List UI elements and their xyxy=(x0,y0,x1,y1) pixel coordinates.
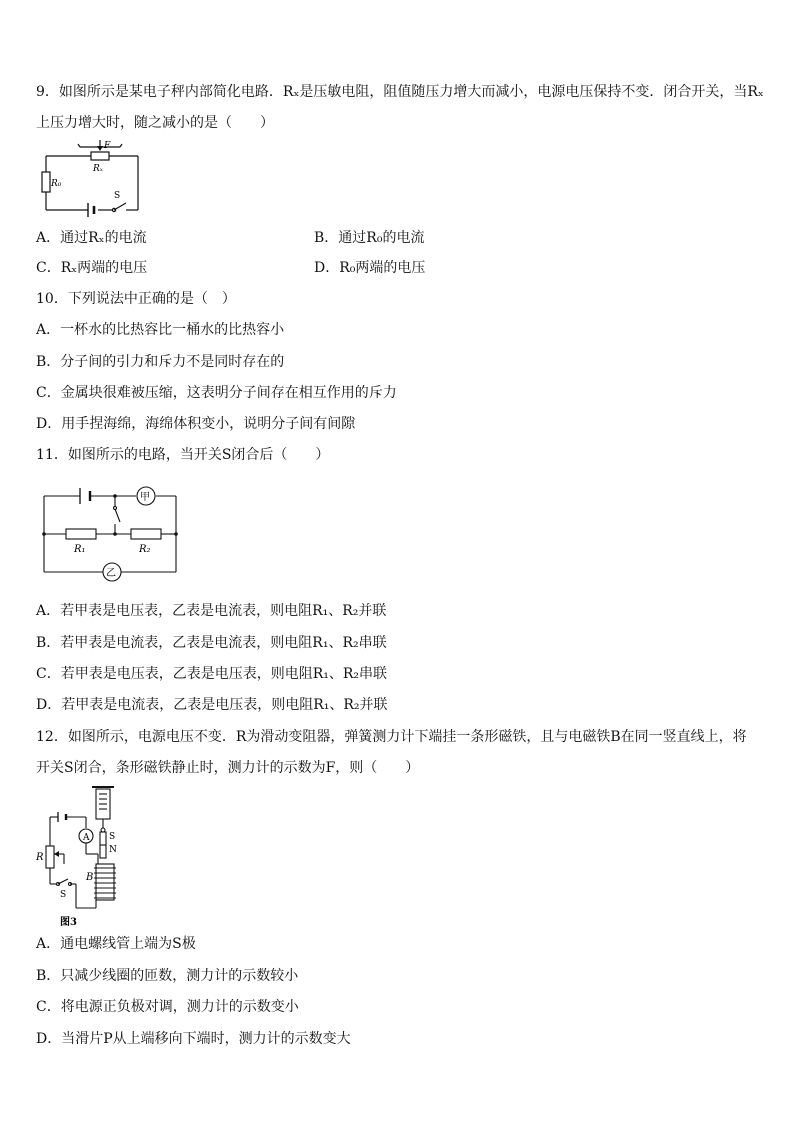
q9-circuit-diagram xyxy=(36,140,146,220)
q11-option-d: D．若甲表是电流表，乙表是电压表，则电阻R₁、R₂并联 xyxy=(36,697,388,713)
ammeter-label: A xyxy=(83,833,90,843)
rx-label: Rₓ xyxy=(93,164,103,174)
switch-label: S xyxy=(60,890,67,900)
q11-option-a: A．若甲表是电压表，乙表是电流表，则电阻R₁、R₂并联 xyxy=(36,603,387,619)
pole-n-label: N xyxy=(109,845,117,855)
q10-option-c: C．金属块很难被压缩，这表明分子间存在相互作用的斥力 xyxy=(36,385,397,401)
q12-option-c: C．将电源正负极对调，测力计的示数变小 xyxy=(36,999,299,1015)
q12-stem-line-1: 12．如图所示，电源电压不变．R为滑动变阻器，弹簧测力计下端挂一条形磁铁，且与电磁铁B在同一竖直线上，将 xyxy=(36,729,747,745)
q10-stem: 10．下列说法中正确的是（ ） xyxy=(36,291,236,307)
r0-label: R₀ xyxy=(51,179,62,189)
r2-resistor xyxy=(131,529,161,539)
r0-resistor xyxy=(42,172,50,192)
q9-option-b: B．通过R₀的电流 xyxy=(314,230,425,246)
rx-resistor xyxy=(91,152,109,160)
rheostat xyxy=(46,846,54,868)
pole-s-label: S xyxy=(109,832,116,842)
coil-label: B xyxy=(86,872,94,883)
q9-stem-line-2: 上压力增大时，随之减小的是（ ） xyxy=(36,115,274,131)
q10-option-d: D．用手捏海绵，海绵体积变小，说明分子间有间隙 xyxy=(36,416,356,432)
q9-option-d: D．R₀两端的电压 xyxy=(314,260,426,276)
q12-option-b: B．只减少线圈的匝数，测力计的示数较小 xyxy=(36,968,299,984)
q10-option-b: B．分子间的引力和斥力不是同时存在的 xyxy=(36,354,285,370)
switch-label: S xyxy=(114,191,121,201)
q12-stem-line-2: 开关S闭合，条形磁铁静止时，测力计的示数为F，则（ ） xyxy=(36,760,420,776)
q9-option-a: A．通过Rₓ的电流 xyxy=(36,230,147,246)
q9-option-c: C．Rₓ两端的电压 xyxy=(36,260,148,276)
q12-option-d: D．当滑片P从上端移向下端时，测力计的示数变大 xyxy=(36,1031,351,1047)
r1-label: R₁ xyxy=(74,544,86,555)
electromagnet-coil xyxy=(96,864,114,900)
q12-electromagnet-diagram xyxy=(36,784,146,929)
q11-circuit-diagram xyxy=(36,480,186,585)
q9-stem-line-1: 9．如图所示是某电子秤内部简化电路．Rₓ是压敏电阻，阻值随压力增大而减小，电源电压保持不变．闭合开关，当Rₓ xyxy=(36,84,764,100)
r2-label: R₂ xyxy=(139,544,151,555)
q12-option-a: A．通电螺线管上端为S极 xyxy=(36,936,196,952)
rheostat-label: R xyxy=(36,852,44,863)
force-label: F xyxy=(104,141,111,151)
r1-resistor xyxy=(66,529,96,539)
figure-caption: 图3 xyxy=(60,917,77,928)
q11-option-c: C．若甲表是电压表，乙表是电压表，则电阻R₁、R₂串联 xyxy=(36,666,388,682)
meter-yi-label: 乙 xyxy=(106,568,116,579)
meter-jia-label: 甲 xyxy=(140,492,150,503)
q11-stem: 11．如图所示的电路，当开关S闭合后（ ） xyxy=(36,447,330,463)
q10-option-a: A．一杯水的比热容比一桶水的比热容小 xyxy=(36,322,285,338)
q11-option-b: B．若甲表是电流表，乙表是电流表，则电阻R₁、R₂串联 xyxy=(36,635,387,651)
